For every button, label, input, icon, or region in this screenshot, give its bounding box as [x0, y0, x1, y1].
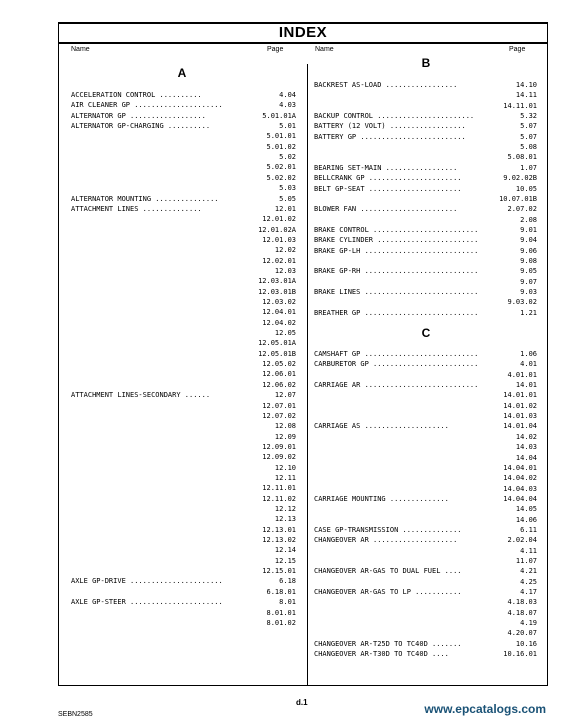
entry-page: 12.01 [274, 204, 296, 213]
entry-page: 9.02.02B [503, 174, 537, 183]
entry-page: 5.07 [520, 122, 537, 131]
entry-page: 12.05.01B [258, 349, 296, 358]
entry-page: 6.18.01 [266, 587, 296, 596]
index-entry [314, 204, 537, 214]
index-entry [71, 369, 296, 379]
index-entry [314, 597, 537, 607]
entry-page: 12.15 [274, 556, 296, 565]
index-entry [314, 484, 537, 494]
entry-page: 10.16 [515, 639, 537, 648]
entry-name: BACKUP CONTROL ....................... [314, 112, 475, 121]
index-entry [314, 235, 537, 245]
entry-page: 9.04 [520, 236, 537, 245]
entry-page: 9.06 [520, 246, 537, 255]
index-entry [71, 463, 296, 473]
index-entry [71, 307, 296, 317]
entry-name: BATTERY GP ......................... [314, 132, 466, 141]
entry-page: 14.04.01 [503, 463, 537, 472]
index-entry [314, 442, 537, 452]
entry-page: 8.01.01 [266, 608, 296, 617]
entry-page: 12.03.01B [258, 287, 296, 296]
entry-name: BELT GP-SEAT ...................... [314, 184, 462, 193]
index-entry [71, 183, 296, 193]
index-entry [71, 421, 296, 431]
index-entry [71, 566, 296, 576]
index-entry [314, 380, 537, 390]
entry-page: 4.18.07 [507, 608, 537, 617]
entry-page: 12.02.01 [262, 256, 296, 265]
entry-name: CARRIAGE AS .................... [314, 422, 449, 431]
entry-name: BRAKE CONTROL ......................... [314, 225, 479, 234]
index-entry [71, 235, 296, 245]
entry-page: 12.11.01 [262, 484, 296, 493]
entry-page: 9.05 [520, 267, 537, 276]
entry-page: 12.07 [274, 391, 296, 400]
entry-page: 11.07 [515, 557, 537, 565]
entry-page: 1.06 [520, 350, 537, 358]
index-entry [71, 204, 296, 214]
entry-page: 4.04 [279, 91, 296, 99]
index-entry [71, 473, 296, 483]
entry-name: AXLE GP-DRIVE ...................... [71, 577, 223, 586]
entry-page: 12.09.02 [262, 453, 296, 462]
index-entry [314, 297, 537, 307]
entry-page: 14.04.04 [503, 494, 537, 503]
index-entry [314, 525, 537, 535]
index-entry [314, 504, 537, 514]
entry-name: BATTERY (12 VOLT) .................. [314, 122, 466, 131]
entry-page: 12.03.02 [262, 298, 296, 306]
index-entry [71, 432, 296, 442]
entry-name: ALTERNATOR GP .................. [71, 111, 206, 120]
entry-name: CHANGEOVER AR-T25D TO TC40D ....... [314, 639, 462, 648]
entry-page: 5.02 [279, 153, 296, 162]
entry-page: 5.01.02 [266, 142, 296, 151]
entry-page: 9.08 [520, 256, 537, 265]
index-entry [71, 225, 296, 235]
index-entry [314, 194, 537, 204]
index-entry [71, 349, 296, 359]
left-page-header: Page [267, 46, 284, 53]
index-entry [71, 90, 296, 100]
index-entry [71, 142, 296, 152]
index-entry [314, 349, 537, 359]
entry-page: 4.11 [520, 546, 537, 555]
entry-page: 12.03.01A [258, 277, 296, 286]
entry-page: 12.10 [274, 463, 296, 472]
section-letter-a: A [177, 66, 187, 80]
entry-page: 5.03 [279, 184, 296, 193]
entry-page: 5.01.01 [266, 132, 296, 141]
index-entry [314, 308, 537, 318]
index-entry [71, 318, 296, 328]
entry-page: 5.32 [520, 112, 537, 121]
entry-page: 12.09.01 [262, 442, 296, 451]
index-entry [71, 556, 296, 566]
index-entry [71, 162, 296, 172]
entry-page: 14.11 [515, 91, 537, 100]
index-entry [314, 246, 537, 256]
index-entry [314, 132, 537, 142]
entry-name: CHANGEOVER AR-GAS TO LP ........... [314, 588, 462, 597]
index-entry [71, 338, 296, 348]
index-entry [314, 173, 537, 183]
entry-page: 14.01.04 [503, 422, 537, 431]
entry-page: 12.15.01 [262, 567, 296, 576]
index-entry [71, 525, 296, 535]
entry-page: 4.20.07 [507, 629, 537, 638]
entry-page: 9.07 [520, 277, 537, 286]
index-entry [314, 535, 537, 545]
index-entry [314, 628, 537, 638]
entry-page: 12.14 [274, 546, 296, 555]
entry-name: BACKREST AS-LOAD ................. [314, 81, 458, 89]
index-entry [71, 121, 296, 131]
entry-page: 10.16.01 [503, 650, 537, 659]
right-name-header: Name [315, 46, 334, 53]
column-divider [307, 64, 308, 685]
index-entry [314, 287, 537, 297]
watermark-link[interactable]: www.epcatalogs.com [424, 702, 546, 716]
entry-page: 14.03 [515, 443, 537, 452]
entry-page: 14.04 [515, 453, 537, 462]
left-name-header: Name [71, 46, 90, 53]
entry-name: BREATHER GP ........................... [314, 308, 479, 317]
index-entry [314, 121, 537, 131]
entry-page: 5.02.01 [266, 163, 296, 172]
index-entry [71, 411, 296, 421]
index-entry [314, 90, 537, 100]
section-letter-c: C [421, 326, 431, 340]
entry-page: 14.01 [515, 381, 537, 390]
entry-name: ATTACHMENT LINES .............. [71, 204, 202, 213]
entry-name: BRAKE LINES ........................... [314, 288, 479, 296]
entry-page: 5.08.01 [507, 153, 537, 162]
entry-page: 12.01.02A [258, 225, 296, 234]
index-entry [314, 411, 537, 421]
entry-name: CARRIAGE MOUNTING .............. [314, 494, 449, 503]
index-entry [71, 111, 296, 121]
entry-page: 1.07 [520, 163, 537, 172]
index-entry [314, 80, 537, 90]
entry-name: BRAKE GP-RH ........................... [314, 267, 479, 276]
entry-name: CASE GP-TRANSMISSION .............. [314, 525, 462, 534]
entry-page: 12.11 [274, 473, 296, 482]
index-entry [71, 483, 296, 493]
entry-name: ALTERNATOR MOUNTING ............... [71, 194, 219, 203]
entry-page: 12.04.02 [262, 318, 296, 327]
entry-page: 5.07 [520, 132, 537, 141]
entry-page: 9.03 [520, 288, 537, 296]
entry-name: CHANGEOVER AR .................... [314, 536, 458, 545]
entry-page: 6.18 [279, 577, 296, 586]
page-number: d.1 [296, 698, 308, 707]
index-entry [314, 225, 537, 235]
index-entry [71, 401, 296, 411]
entry-page: 14.05 [515, 505, 537, 514]
section-letter-b: B [421, 56, 431, 70]
index-entry [314, 390, 537, 400]
index-entry [314, 608, 537, 618]
entry-page: 9.03.02 [507, 298, 537, 307]
entry-page: 12.07.01 [262, 401, 296, 410]
entry-page: 12.02 [274, 246, 296, 255]
index-entry [314, 587, 537, 597]
index-entry [314, 421, 537, 431]
entry-page: 12.06.02 [262, 380, 296, 389]
entry-page: 4.18.03 [507, 598, 537, 607]
entry-name: ATTACHMENT LINES-SECONDARY ...... [71, 391, 211, 400]
index-entry [71, 328, 296, 338]
entry-page: 4.03 [279, 101, 296, 110]
index-entry [314, 152, 537, 162]
entry-name: ALTERNATOR GP-CHARGING .......... [71, 122, 211, 131]
entry-page: 4.25 [520, 577, 537, 586]
index-entry [314, 463, 537, 473]
index-entry [71, 214, 296, 224]
index-entry [71, 245, 296, 255]
entry-name: AXLE GP-STEER ...................... [71, 598, 223, 607]
index-entry [314, 370, 537, 380]
entry-page: 12.12 [274, 505, 296, 513]
index-entry [314, 266, 537, 276]
entry-name: CHANGEOVER AR-T30D TO TC40D .... [314, 650, 449, 659]
index-entry [71, 256, 296, 266]
entry-page: 4.21 [520, 567, 537, 576]
entry-page: 10.05 [515, 184, 537, 193]
index-entry [71, 152, 296, 162]
entry-page: 12.06.01 [262, 370, 296, 379]
index-entry [314, 649, 537, 659]
entry-page: 4.17 [520, 588, 537, 597]
document-code: SEBN2585 [58, 711, 93, 718]
index-entry [314, 111, 537, 121]
entry-page: 4.01 [520, 360, 537, 369]
entry-page: 2.07.02 [507, 205, 537, 214]
entry-page: 12.05 [274, 329, 296, 338]
index-entry [71, 504, 296, 514]
entry-page: 14.06 [515, 515, 537, 524]
index-entry [71, 618, 296, 628]
entry-page: 14.10 [515, 81, 537, 89]
index-entry [71, 266, 296, 276]
index-entry [314, 577, 537, 587]
entry-page: 2.08 [520, 215, 537, 224]
page-title: INDEX [59, 24, 547, 44]
index-entry [314, 432, 537, 442]
entry-page: 9.01 [520, 225, 537, 234]
index-entry [71, 535, 296, 545]
index-entry [71, 576, 296, 586]
index-entry [71, 597, 296, 607]
index-entry [314, 101, 537, 111]
index-entry [71, 297, 296, 307]
entry-page: 14.02 [515, 432, 537, 441]
entry-page: 12.13 [274, 515, 296, 524]
entry-name: ACCELERATION CONTROL .......... [71, 91, 202, 99]
entry-page: 5.01.01A [262, 111, 296, 120]
entry-page: 12.01.02 [262, 215, 296, 224]
index-entry [71, 514, 296, 524]
entry-page: 5.01 [279, 122, 296, 131]
index-entry [314, 546, 537, 556]
entry-page: 12.05.01A [258, 339, 296, 348]
index-entry [314, 401, 537, 411]
entry-page: 12.04.01 [262, 308, 296, 317]
entry-page: 14.01.02 [503, 401, 537, 410]
entry-name: CHANGEOVER AR-GAS TO DUAL FUEL .... [314, 567, 462, 576]
index-entry [71, 390, 296, 400]
entry-page: 6.11 [520, 525, 537, 534]
entry-name: AIR CLEANER GP ..................... [71, 101, 223, 110]
entry-page: 12.13.01 [262, 525, 296, 534]
entry-name: BRAKE CYLINDER ........................ [314, 236, 479, 245]
entry-name: BLOWER FAN ....................... [314, 205, 458, 214]
entry-name: CARRIAGE AR ........................... [314, 381, 479, 390]
index-entry [314, 142, 537, 152]
entry-page: 14.11.01 [503, 101, 537, 110]
entry-page: 12.03 [274, 266, 296, 275]
index-entry [314, 453, 537, 463]
index-entry [71, 194, 296, 204]
entry-page: 2.02.04 [507, 536, 537, 545]
entry-page: 12.09 [274, 432, 296, 441]
index-entry [314, 277, 537, 287]
index-entry [71, 131, 296, 141]
entry-name: CARBURETOR GP ......................... [314, 360, 479, 369]
entry-page: 1.21 [520, 308, 537, 317]
entry-name: BEARING SET-MAIN ................. [314, 163, 458, 172]
entry-page: 12.05.02 [262, 360, 296, 369]
entry-page: 12.08 [274, 422, 296, 431]
entry-page: 5.05 [279, 194, 296, 203]
entry-name: BELLCRANK GP ...................... [314, 174, 462, 183]
index-entry [314, 515, 537, 525]
entry-name: CAMSHAFT GP ........................... [314, 350, 479, 358]
entry-page: 12.13.02 [262, 536, 296, 545]
index-entry [314, 215, 537, 225]
index-entry [71, 494, 296, 504]
entry-name: BRAKE GP-LH ........................... [314, 246, 479, 255]
entry-page: 14.04.02 [503, 474, 537, 483]
index-entry [71, 380, 296, 390]
index-entry [314, 359, 537, 369]
entry-page: 5.02.02 [266, 173, 296, 182]
index-entry [314, 639, 537, 649]
entry-page: 12.07.02 [262, 411, 296, 420]
entry-page: 10.07.01B [499, 194, 537, 203]
index-entry [314, 494, 537, 504]
index-entry [314, 618, 537, 628]
right-page-header: Page [509, 46, 526, 53]
entry-page: 12.01.03 [262, 235, 296, 244]
index-entry [314, 256, 537, 266]
index-entry [71, 452, 296, 462]
index-entry [314, 566, 537, 576]
index-entry [71, 359, 296, 369]
entry-page: 14.01.03 [503, 412, 537, 421]
index-entry [314, 473, 537, 483]
index-entry [314, 163, 537, 173]
index-entry [71, 442, 296, 452]
index-entry [71, 545, 296, 555]
index-entry [71, 173, 296, 183]
index-entry [71, 276, 296, 286]
index-entry [71, 287, 296, 297]
index-entry [71, 587, 296, 597]
entry-page: 4.01.01 [507, 370, 537, 379]
index-entry [71, 100, 296, 110]
entry-page: 14.01.01 [503, 391, 537, 400]
entry-page: 12.11.02 [262, 494, 296, 503]
entry-page: 8.01.02 [266, 618, 296, 627]
entry-page: 8.01 [279, 598, 296, 607]
entry-page: 4.19 [520, 619, 537, 628]
index-entry [314, 184, 537, 194]
index-entry [314, 556, 537, 566]
entry-page: 14.04.03 [503, 484, 537, 493]
index-entry [71, 608, 296, 618]
entry-page: 5.08 [520, 143, 537, 152]
